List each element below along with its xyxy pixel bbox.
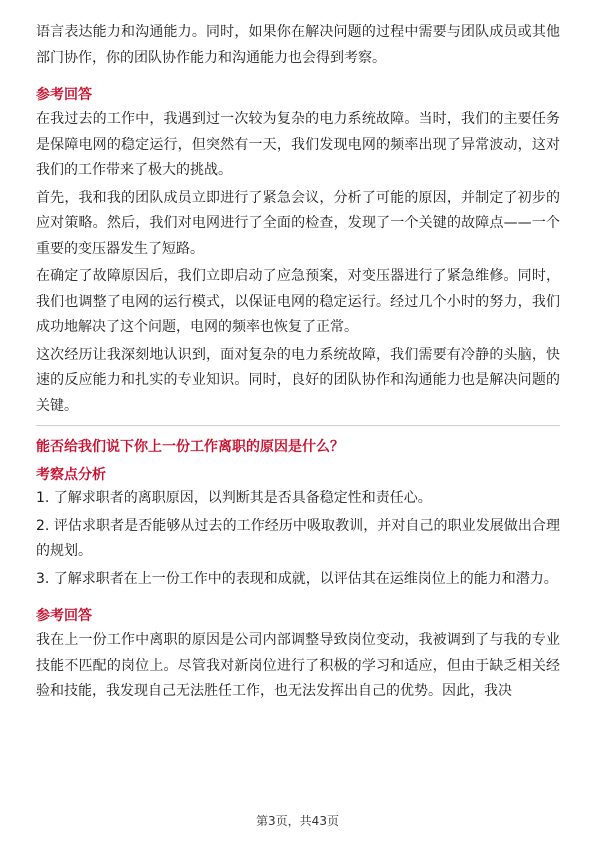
answer-paragraph: 在确定了故障原因后，我们立即启动了应急预案，对变压器进行了紧急维修。同时，我们也调整了电网的运行模式，以保证电网的稳定运行。经过几个小时的努力，我们成功地解决了这个问题，电网的频率也恢复了正常。	[36, 268, 560, 335]
answer-paragraph: 首先，我和我的团队成员立即进行了紧急会议，分析了可能的原因，并制定了初步的应对策略。然后，我们对电网进行了全面的检查，发现了一个关键的故障点——一个重要的变压器发生了短路。	[36, 189, 560, 257]
reference-answer-heading: 参考回答	[36, 608, 92, 624]
answer-paragraph: 在我过去的工作中，我遇到过一次较为复杂的电力系统故障。当时，我们的主要任务是保障电网的稳定运行，但突然有一天，我们发现电网的频率出现了异常波动，这对我们的工作带来了极大的挑战。	[36, 111, 560, 178]
section-divider	[36, 425, 560, 426]
answer-paragraph: 这次经历让我深刻地认识到，面对复杂的电力系统故障，我们需要有冷静的头脑，快速的反应能力和扎实的专业知识。同时，良好的团队协作和沟通能力也是解决问题的关键。	[36, 346, 560, 414]
analysis-item: 2. 评估求职者是否能够从过去的工作经历中吸取教训，并对自己的职业发展做出合理的规划。	[36, 517, 560, 559]
analysis-item: 1. 了解求职者的离职原因，以判断其是否具备稳定性和责任心。	[36, 490, 432, 506]
document-page	[36, 20, 560, 707]
reference-answer-heading: 参考回答	[36, 87, 92, 103]
analysis-item: 3. 了解求职者在上一份工作中的表现和成就，以评估其在运维岗位上的能力和潜力。	[36, 570, 558, 587]
intro-paragraph: 语言表达能力和沟通能力。同时，如果你在解决问题的过程中需要与团队成员或其他部门协作，你的团队协作能力和沟通能力也会得到考察。	[36, 24, 560, 66]
answer-paragraph: 我在上一份工作中离职的原因是公司内部调整导致岗位变动，我被调到了与我的专业技能不匹配的岗位上。尽管我对新岗位进行了积极的学习和适应，但由于缺乏相关经验和技能，我发现自己无法胜任工作，也无法发挥出自己的优势。因此，我决	[36, 632, 560, 699]
page-number: 第3页，共43页	[256, 814, 339, 828]
analysis-heading: 考察点分析	[36, 467, 106, 483]
question-title: 能否给我们说下你上一份工作离职的原因是什么？	[36, 439, 344, 455]
